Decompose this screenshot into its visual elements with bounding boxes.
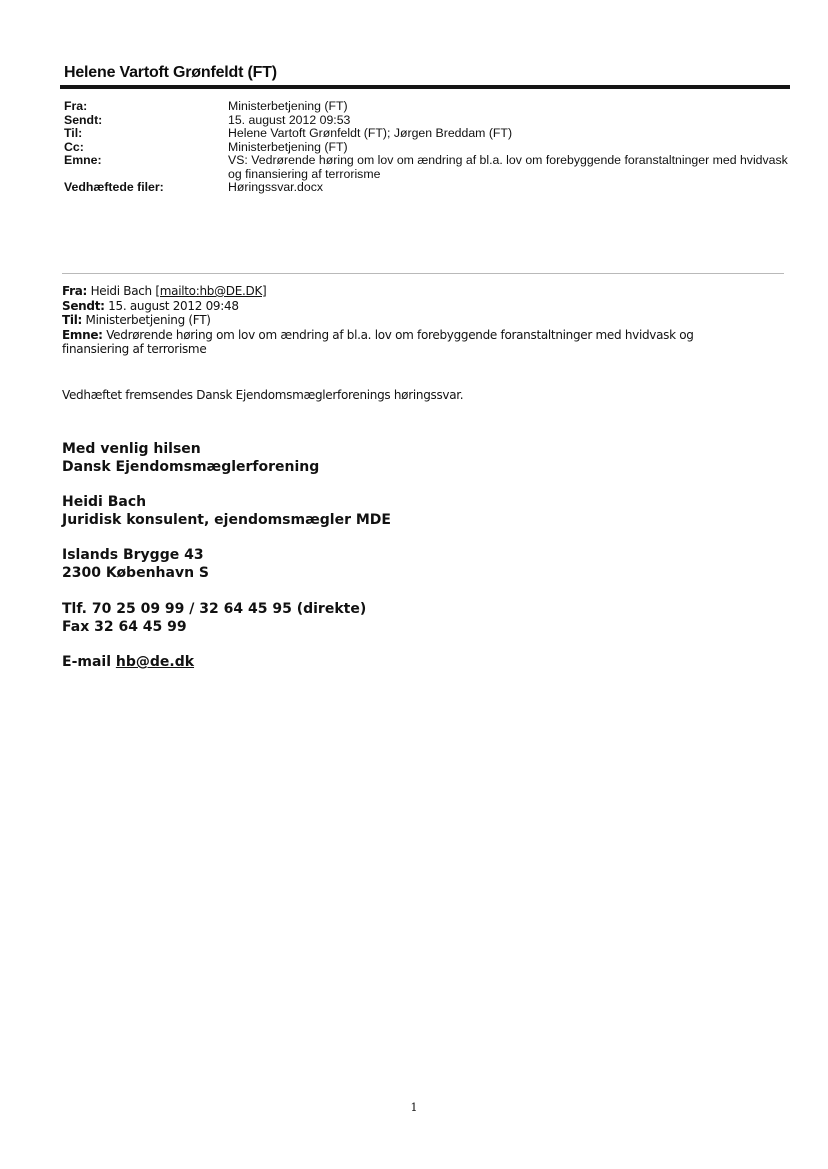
signature-line: Med venlig hilsen <box>62 441 201 457</box>
header-row-from <box>64 100 790 114</box>
signature-line: Tlf. 70 25 09 99 / 32 64 45 95 (direkte) <box>62 601 367 617</box>
forwarded-sent-value: 15. august 2012 09:48 <box>108 298 239 313</box>
message-body: Vedhæftet fremsendes Dansk Ejendomsmæglerforenings høringssvar. <box>62 388 464 402</box>
header-row-subject <box>64 154 790 181</box>
header-label: Vedhæftede filer: <box>64 180 164 194</box>
page-title: Helene Vartoft Grønfeldt (FT) <box>64 64 277 81</box>
header-row-to <box>64 127 790 141</box>
signature-line: Heidi Bach <box>62 494 147 510</box>
mailto-link[interactable]: [mailto:hb@DE.DK] <box>155 284 267 298</box>
signature-person <box>62 494 762 529</box>
header-label: Sendt: <box>64 112 103 127</box>
message-separator <box>62 273 784 274</box>
signature-email <box>62 654 762 672</box>
signature-line: Islands Brygge 43 <box>62 547 204 563</box>
forwarded-from <box>62 284 762 299</box>
forwarded-subject-label: Emne: <box>62 327 103 342</box>
forwarded-from-label: Fra: <box>62 284 88 298</box>
header-value: Helene Vartoft Grønfeldt (FT); Jørgen Breddam (FT) <box>228 126 513 140</box>
signature-greeting <box>62 441 762 476</box>
title-underline <box>60 85 790 89</box>
header-row-attachments <box>64 181 790 195</box>
header-row-sent <box>64 114 790 128</box>
header-row-cc <box>64 141 790 155</box>
header-label: Til: <box>64 126 83 140</box>
signature-line: Juridisk konsulent, ejendomsmægler MDE <box>62 511 391 528</box>
signature-line: Dansk Ejendomsmæglerforening <box>62 458 320 475</box>
signature-phone <box>62 601 762 636</box>
forwarded-to <box>62 313 762 328</box>
forwarded-header <box>62 284 762 357</box>
email-link[interactable]: hb@de.dk <box>115 654 195 670</box>
page-number: 1 <box>410 1101 418 1114</box>
header-value: Ministerbetjening (FT) <box>228 99 348 113</box>
email-header <box>64 100 790 195</box>
header-label: Emne: <box>64 153 102 167</box>
forwarded-from-name: Heidi Bach <box>90 284 152 298</box>
forwarded-to-label: Til: <box>62 313 83 327</box>
signature-line: Fax 32 64 45 99 <box>62 618 187 635</box>
signature-line: 2300 København S <box>62 564 210 581</box>
header-label: Cc: <box>64 139 84 154</box>
forwarded-to-value: Ministerbetjening (FT) <box>85 313 211 327</box>
forwarded-sent-label: Sendt: <box>62 298 105 313</box>
forwarded-subject <box>62 328 762 357</box>
header-value: Ministerbetjening (FT) <box>228 139 348 154</box>
attachment-file[interactable]: Høringssvar.docx <box>228 180 323 194</box>
signature-address <box>62 547 762 582</box>
forwarded-subject-value: Vedrørende høring om lov om ændring af bl.a. lov om forebyggende foranstaltninger med hvidvask og finansiering af terrorisme <box>62 327 694 356</box>
email-label: E-mail <box>62 654 112 670</box>
header-value: VS: Vedrørende høring om lov om ændring af bl.a. lov om forebyggende foranstaltninger med hvidvask og finansiering af terrorisme <box>228 153 788 181</box>
forwarded-sent <box>62 299 762 314</box>
header-label: Fra: <box>64 99 88 113</box>
header-value: 15. august 2012 09:53 <box>228 112 351 127</box>
